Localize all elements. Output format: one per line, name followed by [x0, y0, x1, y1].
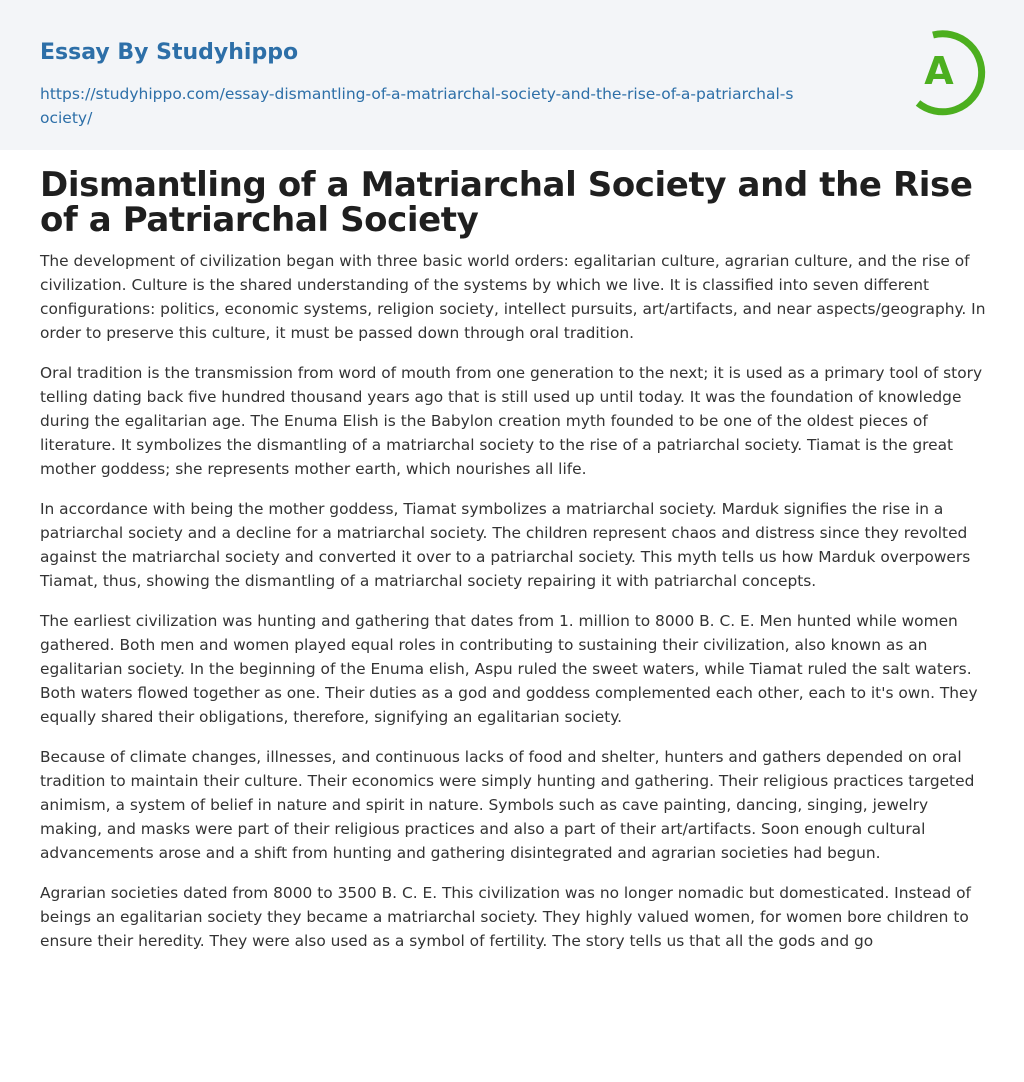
- essay-paragraph: Because of climate changes, illnesses, and continuous lacks of food and shelter, hunters and gathers depended on oral tradition to maintain their culture. Their economics were simply hunting and gathering. Their religious practices targeted animism, a system of belief in nature and spirit in nature. Symbols such as cave painting, dancing, singing, jewelry making, and masks were part of their religious practices and also a part of their art/artifacts. Soon enough cultural advancements arose and a shift from hunting and gathering disintegrated and agrarian societies had begun.: [40, 748, 975, 862]
- essay-paragraph: In accordance with being the mother goddess, Tiamat symbolizes a matriarchal society. Marduk signifies the rise in a patriarchal society and a decline for a matriarchal society. The children represent chaos and distress since they revolted against the matriarchal society and converted it over to a patriarchal society. This myth tells us how Marduk overpowers Tiamat, thus, showing the dismantling of a matriarchal society repairing it with patriarchal concepts.: [40, 500, 971, 590]
- essay-paragraph: The development of civilization began with three basic world orders: egalitarian culture, agrarian culture, and the rise of civilization. Culture is the shared understanding of the systems by which we live. It is classified into seven different configurations: politics, economic systems, religion society, intellect pursuits, art/artifacts, and near aspects/geography. In order to preserve this culture, it must be passed down through oral tradition.: [40, 252, 986, 342]
- essay-title: Dismantling of a Matriarchal Society and the Rise of a Patriarchal Society: [40, 165, 973, 240]
- essay-paragraph: The earliest civilization was hunting and gathering that dates from 1. million to 8000 B. C. E. Men hunted while women gathered. Both men and women played equal roles in contributing to sustaining their civilization, also known as an egalitarian society. In the beginning of the Enuma elish, Aspu ruled the sweet waters, while Tiamat ruled the salt waters. Both waters flowed together as one. Their duties as a god and goddess complemented each other, each to it's own. They equally shared their obligations, therefore, signifying an egalitarian society.: [40, 612, 978, 726]
- site-brand: Essay By Studyhippo: [40, 40, 299, 65]
- logo-letter: A: [924, 49, 954, 93]
- studyhippo-logo-icon: [904, 27, 988, 117]
- essay-paragraph: Agrarian societies dated from 8000 to 3500 B. C. E. This civilization was no longer nomadic but domesticated. Instead of beings an egalitarian society they became a matriarchal society. They highly valued women, for women bore children to ensure their heredity. They were also used as a symbol of fertility. The story tells us that all the gods and go: [40, 884, 971, 950]
- site-header: [0, 0, 1024, 150]
- essay-paragraph: Oral tradition is the transmission from word of mouth from one generation to the next; it is used as a primary tool of story telling dating back five hundred thousand years ago that is still used up until today. It was the foundation of knowledge during the egalitarian age. The Enuma Elish is the Babylon creation myth founded to be one of the oldest pieces of literature. It symbolizes the dismantling of a matriarchal society to the rise of a patriarchal society. Tiamat is the great mother goddess; she represents mother earth, which nourishes all life.: [40, 364, 983, 478]
- essay-url-link[interactable]: https://studyhippo.com/essay-dismantling-of-a-matriarchal-society-and-the-rise-of-a-patriarchal-society/: [40, 85, 794, 127]
- essay-body: [40, 249, 986, 969]
